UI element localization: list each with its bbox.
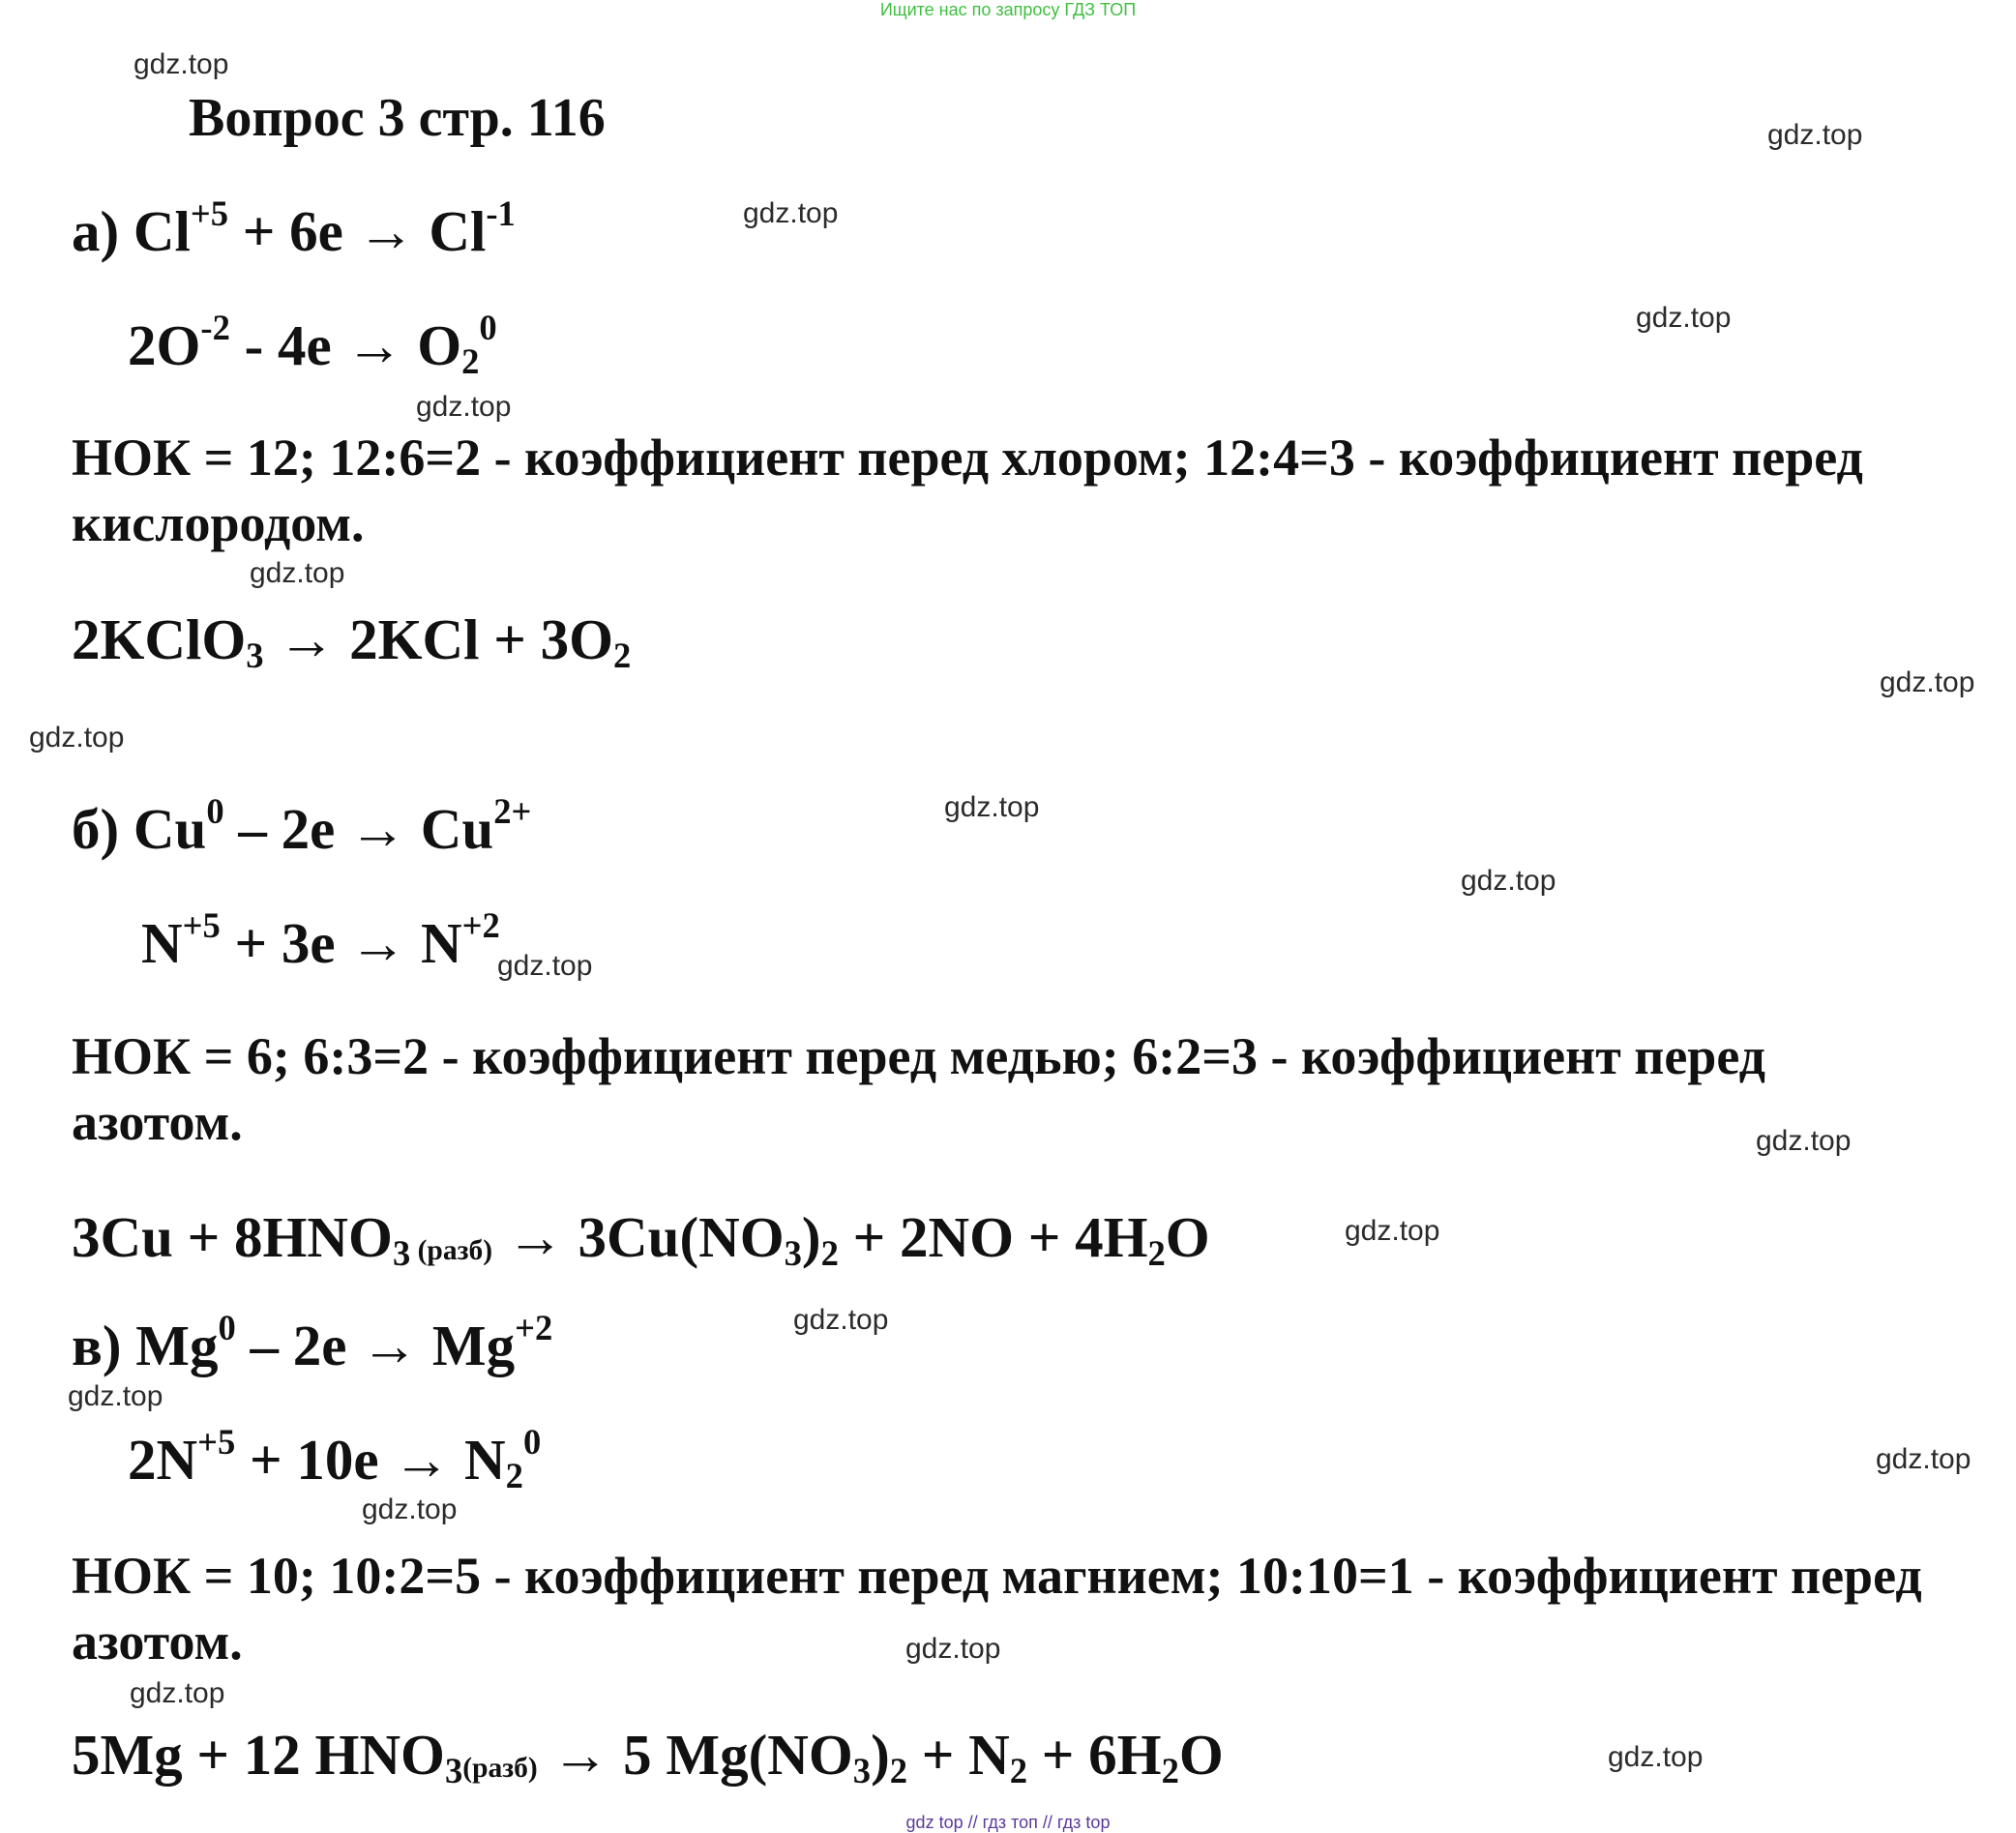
watermark: gdz.top — [1880, 666, 1975, 698]
watermark: gdz.top — [1345, 1215, 1440, 1247]
subscript: 2 — [613, 636, 632, 676]
watermark: gdz.top — [905, 1633, 1001, 1665]
watermark: gdz.top — [1876, 1443, 1972, 1475]
oxidation-state: +2 — [461, 904, 500, 945]
part-c-equation — [72, 1723, 1224, 1791]
subscript: 3 — [392, 1233, 411, 1274]
watermark: gdz.top — [29, 722, 125, 754]
part-a-half-reaction-1 — [72, 192, 516, 263]
text: 2KClO — [72, 607, 247, 671]
text: Cu — [133, 797, 207, 861]
text: ) — [801, 1205, 821, 1269]
condition-dilute: (разб) — [462, 1752, 538, 1784]
text: – 2e → Mg — [235, 1314, 516, 1377]
text: 5Mg + 12 HNO — [72, 1723, 445, 1787]
text: O — [1165, 1205, 1210, 1269]
subscript: 3 — [444, 1751, 463, 1791]
part-b-label: б) — [72, 797, 120, 861]
subscript: 2 — [820, 1233, 839, 1274]
subscript: 3 — [246, 636, 264, 676]
text: → 5 Mg(NO — [537, 1723, 853, 1787]
page-title: Вопрос 3 стр. 116 — [189, 88, 606, 148]
text: N — [141, 911, 183, 975]
bottom-banner: gdz top // гдз топ // гдз top — [905, 1813, 1111, 1832]
watermark: gdz.top — [133, 48, 229, 80]
watermark: gdz.top — [743, 197, 839, 229]
part-b-equation — [72, 1205, 1210, 1274]
watermark: gdz.top — [793, 1304, 889, 1336]
oxidation-state: +2 — [515, 1307, 553, 1347]
subscript: 2 — [461, 341, 480, 382]
oxidation-state: -1 — [486, 192, 516, 233]
watermark: gdz.top — [1636, 302, 1732, 334]
part-b-half-reaction-2 — [141, 904, 500, 975]
oxidation-state: 0 — [206, 790, 224, 831]
text: + 3e → N — [220, 911, 462, 975]
text: + 2NO + 4H — [838, 1205, 1148, 1269]
part-b-lcm-text: НОК = 6; 6:3=2 - коэффициент перед медью; 6:2=3 - коэффициент перед азотом. — [72, 1027, 1765, 1151]
text: → 3Cu(NO — [492, 1205, 785, 1269]
text: 3Cu + 8HNO — [72, 1205, 393, 1269]
subscript: 2 — [1009, 1751, 1028, 1791]
text: ) — [871, 1723, 890, 1787]
oxidation-state: +5 — [182, 904, 221, 945]
watermark: gdz.top — [1756, 1125, 1852, 1157]
text: Mg — [135, 1314, 219, 1377]
text: 2N — [128, 1428, 198, 1492]
text: + N — [907, 1723, 1010, 1787]
part-c-half-reaction-2 — [128, 1421, 542, 1496]
text: - 4e → O — [229, 313, 462, 377]
subscript: 2 — [889, 1751, 908, 1791]
text: Cl — [133, 199, 191, 263]
watermark: gdz.top — [1608, 1741, 1704, 1773]
part-c-half-reaction-1 — [72, 1307, 553, 1377]
subscript: 2 — [1161, 1751, 1179, 1791]
condition-dilute: (разб) — [410, 1234, 493, 1266]
oxidation-state: 2+ — [493, 790, 532, 831]
part-a-half-reaction-2 — [128, 307, 497, 382]
text: + 10e → N — [235, 1428, 506, 1492]
subscript: 3 — [852, 1751, 872, 1791]
subscript: 2 — [505, 1456, 523, 1496]
part-a-equation — [72, 607, 632, 676]
watermark: gdz.top — [68, 1380, 163, 1412]
subscript: 3 — [784, 1233, 802, 1274]
top-banner: Ищите нас по запросу ГДЗ ТОП — [879, 0, 1137, 19]
subscript: 2 — [1147, 1233, 1166, 1274]
watermark: gdz.top — [1461, 865, 1556, 897]
text: O — [1178, 1723, 1224, 1787]
text: 2O — [128, 313, 201, 377]
oxidation-state: -2 — [200, 307, 230, 347]
watermark: gdz.top — [130, 1677, 225, 1709]
part-b-half-reaction-1 — [72, 790, 532, 861]
text: + 6H — [1027, 1723, 1162, 1787]
text: – 2e → Cu — [223, 797, 494, 861]
watermark: gdz.top — [416, 391, 512, 423]
part-c-lcm-text: НОК = 10; 10:2=5 - коэффициент перед магнием; 10:10=1 - коэффициент перед азотом. — [72, 1547, 1922, 1670]
oxidation-state: 0 — [218, 1307, 236, 1347]
text: + 6e → Cl — [228, 199, 487, 263]
oxidation-state: +5 — [197, 1421, 236, 1462]
watermark: gdz.top — [944, 791, 1040, 823]
watermark: gdz.top — [362, 1493, 458, 1525]
part-c-label: в) — [72, 1314, 122, 1377]
oxidation-state: +5 — [190, 192, 229, 233]
oxidation-state: 0 — [522, 1421, 542, 1462]
watermark: gdz.top — [497, 950, 593, 982]
text: → 2KCl + 3O — [263, 607, 613, 671]
watermark: gdz.top — [1767, 119, 1863, 151]
part-a-lcm-text: НОК = 12; 12:6=2 - коэффициент перед хлором; 12:4=3 - коэффициент перед кислородом. — [72, 429, 1863, 552]
watermark: gdz.top — [250, 557, 345, 589]
part-a-label: а) — [72, 199, 120, 263]
oxidation-state: 0 — [479, 307, 497, 347]
